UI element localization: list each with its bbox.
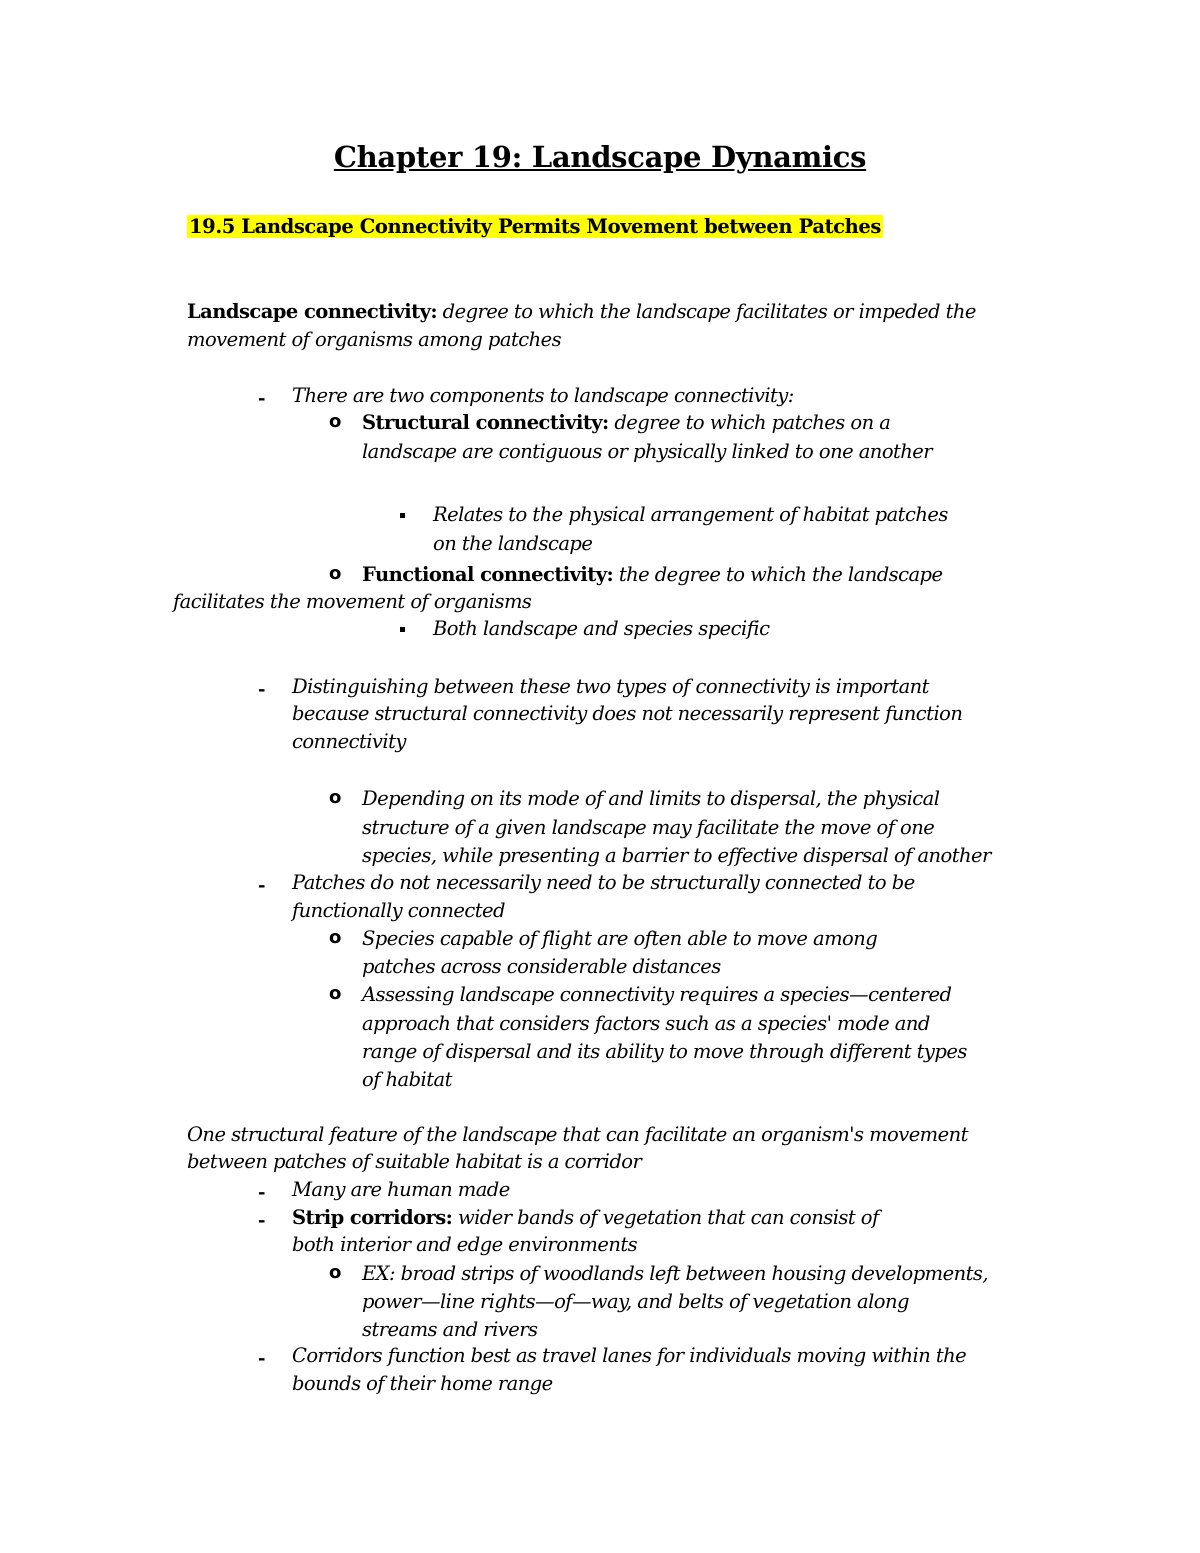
dash-bullet: - xyxy=(258,1182,266,1203)
definition-line-2: movement of organisms among patches xyxy=(187,328,562,351)
structural-sub-2: on the landscape xyxy=(433,532,593,555)
depending-line-3: species, while presenting a barrier to effective dispersal of another xyxy=(362,844,991,867)
travel-line-2: bounds of their home range xyxy=(292,1372,553,1395)
dash-bullet: - xyxy=(258,1210,266,1231)
assess-line-3: range of dispersal and its ability to move through different types xyxy=(362,1040,967,1063)
dash-bullet: - xyxy=(258,679,266,700)
functional-line-2: facilitates the movement of organisms xyxy=(173,590,532,613)
corridor-intro-2: between patches of suitable habitat is a corridor xyxy=(187,1150,642,1173)
structural-line-1 xyxy=(362,409,890,437)
definition-line-1 xyxy=(187,298,976,326)
example-line-3: streams and rivers xyxy=(362,1318,538,1341)
strip-line-2: both interior and edge environments xyxy=(292,1233,638,1256)
assess-line-4: of habitat xyxy=(362,1068,452,1091)
structural-sub-1: Relates to the physical arrangement of habitat patches xyxy=(433,503,948,526)
dash-bullet: - xyxy=(258,388,266,409)
circle-bullet: o xyxy=(329,787,342,808)
functional-line-1 xyxy=(362,561,942,589)
distinguish-line-1: Distinguishing between these two types of connectivity is important xyxy=(292,675,929,698)
section-heading: 19.5 Landscape Connectivity Permits Movement between Patches xyxy=(189,215,882,238)
patches-line-2: functionally connected xyxy=(292,899,505,922)
structural-line-2: landscape are contiguous or physically linked to one another xyxy=(362,440,933,463)
travel-line-1: Corridors function best as travel lanes for individuals moving within the xyxy=(292,1344,967,1367)
depending-line-2: structure of a given landscape may facilitate the move of one xyxy=(362,816,935,839)
square-bullet xyxy=(400,513,405,518)
flight-line-1: Species capable of flight are often able to move among xyxy=(362,927,878,950)
circle-bullet: o xyxy=(329,563,342,584)
functional-term: Functional connectivity: xyxy=(362,563,614,586)
depending-line-1: Depending on its mode of and limits to dispersal, the physical xyxy=(362,787,940,810)
circle-bullet: o xyxy=(329,983,342,1004)
dash-bullet: - xyxy=(258,875,266,896)
corridor-intro-1: One structural feature of the landscape that can facilitate an organism's movement xyxy=(187,1123,968,1146)
assess-line-2: approach that considers factors such as a species' mode and xyxy=(362,1012,930,1035)
definition-term: Landscape connectivity: xyxy=(187,300,438,323)
flight-line-2: patches across considerable distances xyxy=(362,955,721,978)
circle-bullet: o xyxy=(329,411,342,432)
example-line-2: power—line rights—of—way, and belts of vegetation along xyxy=(362,1290,909,1313)
strip-term: Strip corridors: xyxy=(292,1206,453,1229)
example-line-1: EX: broad strips of woodlands left between housing developments, xyxy=(362,1262,988,1285)
assess-line-1: Assessing landscape connectivity requires a species—centered xyxy=(362,983,952,1006)
patches-line-1: Patches do not necessarily need to be structurally connected to be xyxy=(292,871,915,894)
square-bullet xyxy=(400,627,405,632)
strip-text: wider bands of vegetation that can consist of xyxy=(452,1206,879,1229)
structural-text: degree to which patches on a xyxy=(608,411,891,434)
circle-bullet: o xyxy=(329,927,342,948)
dash-bullet: - xyxy=(258,1348,266,1369)
structural-term: Structural connectivity: xyxy=(362,411,609,434)
strip-line-1 xyxy=(292,1204,879,1232)
functional-sub: Both landscape and species specific xyxy=(433,617,770,640)
functional-text: the degree to which the landscape xyxy=(613,563,943,586)
circle-bullet: o xyxy=(329,1262,342,1283)
distinguish-line-3: connectivity xyxy=(292,730,406,753)
human-made-text: Many are human made xyxy=(292,1178,510,1201)
definition-text: degree to which the landscape facilitates or impeded the xyxy=(437,300,976,323)
chapter-title: Chapter 19: Landscape Dynamics xyxy=(333,140,867,174)
distinguish-line-2: because structural connectivity does not necessarily represent function xyxy=(292,702,963,725)
components-text: There are two components to landscape connectivity: xyxy=(292,384,794,407)
